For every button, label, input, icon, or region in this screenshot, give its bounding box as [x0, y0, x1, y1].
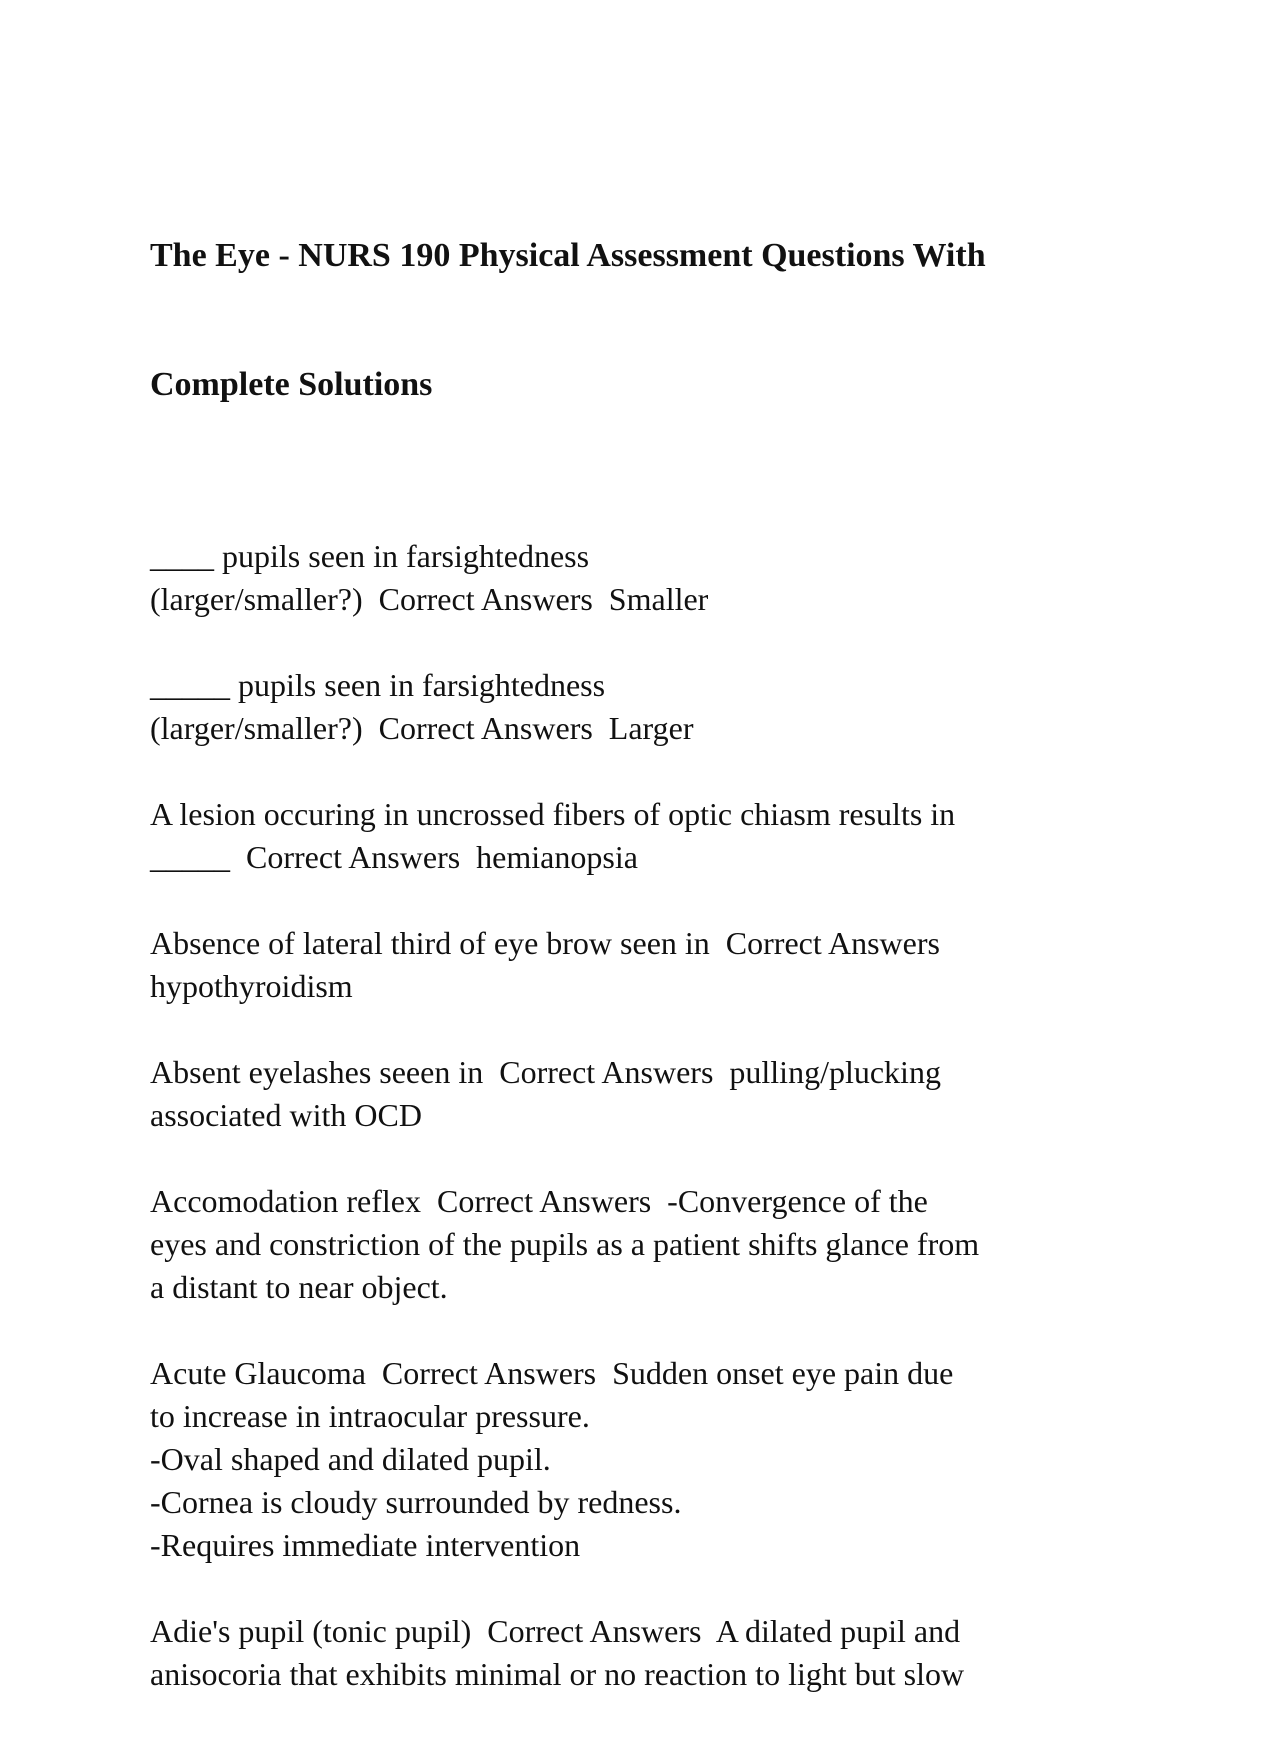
qa-line: hypothyroidism — [150, 968, 353, 1004]
qa-entry — [150, 922, 1150, 1008]
document-title-line: The Eye - NURS 190 Physical Assessment Questions With — [150, 237, 986, 274]
qa-line: _____ pupils seen in farsightedness — [150, 667, 606, 703]
qa-line: Absence of lateral third of eye brow seen in Correct Answers — [150, 925, 940, 961]
qa-line: ____ pupils seen in farsightedness — [150, 538, 590, 574]
document-title — [150, 148, 1150, 492]
qa-line: associated with OCD — [150, 1097, 422, 1133]
document-title-line: Complete Solutions — [150, 366, 433, 403]
qa-line: Accomodation reflex Correct Answers -Convergence of the — [150, 1183, 928, 1219]
qa-line: Adie's pupil (tonic pupil) Correct Answers A dilated pupil and — [150, 1613, 961, 1649]
qa-line: a distant to near object. — [150, 1269, 448, 1305]
qa-line: _____ Correct Answers hemianopsia — [150, 839, 638, 875]
qa-line: (larger/smaller?) Correct Answers Larger — [150, 710, 694, 746]
qa-entry — [150, 664, 1150, 750]
qa-entry — [150, 793, 1150, 879]
qa-line: A lesion occuring in uncrossed fibers of optic chiasm results in — [150, 796, 956, 832]
qa-line: eyes and constriction of the pupils as a patient shifts glance from — [150, 1226, 980, 1262]
qa-entry — [150, 1051, 1150, 1137]
qa-line: (larger/smaller?) Correct Answers Smaller — [150, 581, 709, 617]
qa-line: Absent eyelashes seeen in Correct Answers pulling/plucking — [150, 1054, 941, 1090]
document-content — [150, 148, 1150, 1739]
qa-line: -Cornea is cloudy surrounded by redness. — [150, 1484, 682, 1520]
qa-line: Acute Glaucoma Correct Answers Sudden onset eye pain due — [150, 1355, 954, 1391]
qa-line: anisocoria that exhibits minimal or no reaction to light but slow — [150, 1656, 965, 1692]
qa-line: -Requires immediate intervention — [150, 1527, 581, 1563]
qa-entry — [150, 1180, 1150, 1309]
qa-entry — [150, 1610, 1150, 1696]
qa-entry — [150, 1352, 1150, 1567]
qa-line: to increase in intraocular pressure. — [150, 1398, 590, 1434]
qa-entry — [150, 535, 1150, 621]
qa-line: -Oval shaped and dilated pupil. — [150, 1441, 551, 1477]
